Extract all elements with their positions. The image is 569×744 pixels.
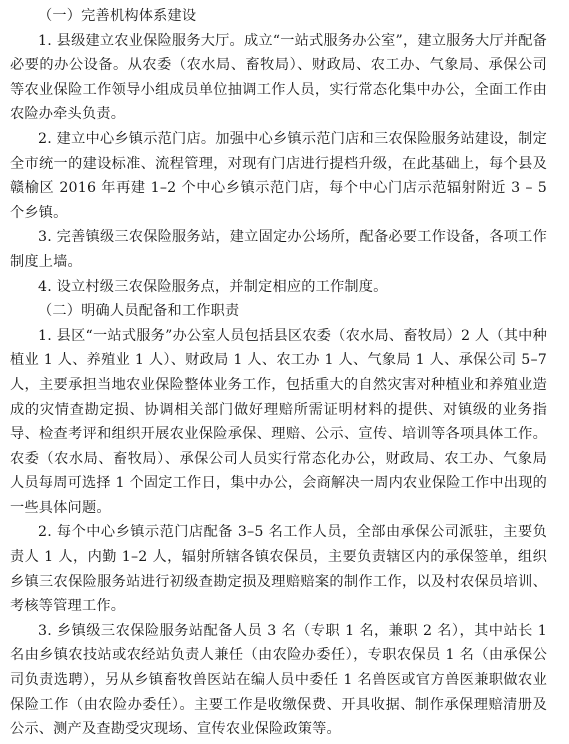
paragraph-demo-store-staff: 2. 每个中心乡镇示范门店配备 3–5 名工作人员，全部由承保公司派驻，主要负责人 1 人，内勤 1–2 人，辐射所辖各镇农保员，主要负责辖区内的承保签单，组织乡镇三农保险服务站进行初级查勘定损及理赔赔案的制作工作，以及村农保员培训、考核等管理工作。 [10,524,547,615]
paragraph-town-station-staff: 3. 乡镇级三农保险服务站配备人员 3 名（专职 1 名，兼职 2 名），其中站长 1 名由乡镇农技站或农经站负责人兼任（由农险办委任），专职农保员 1 名（由承保公司负责选聘），另从乡镇畜牧兽医站在编人员中委任 1 名兽医或官方兽医兼职做农业保险工作（由农险办委任）。主要工作是收缴保费、开具收据、制作承保理赔清册及公示、测产及查勘受灾现场、宣传农业保险政策等。 [10,622,547,738]
paragraph-demo-stores: 2. 建立中心乡镇示范门店。加强中心乡镇示范门店和三农保险服务站建设，制定全市统一的建设标准、流程管理，对现有门店进行提档升级，在此基础上，每个县及赣榆区 2016 年再建 1–2 个中心乡镇示范门店，每个中心门店示范辐射附近 3 – 5 个乡镇。 [10,130,547,221]
section-heading-organization: （一）完善机构体系建设 [38,8,197,24]
paragraph-county-office-staff: 1. 县区“一站式服务”办公室人员包括县区农委（农水局、畜牧局）2 人（其中种植业 1 人、养殖业 1 人）、财政局 1 人、农工办 1 人、气象局 1 人、承保公司 5–7 人，主要承担当地农业保险整体业务工作，包括重大的自然灾害对种植业和养殖业造成的灾情查勘定损、协调相关部门做好理赔所需证明材料的提供、对镇级的业务指导、检查考评和组织开展农业保险承保、理赔、公示、宣传、培训等各项具体工作。农委（农水局、畜牧局）、承保公司人员实行常态化办公，财政局、农工办、气象局人员每周可选择 1 个固定工作日，集中办公，会商解决一周内农业保险工作中出现的一些具体问题。 [10,327,547,516]
paragraph-county-service-hall: 1. 县级建立农业保险服务大厅。成立“一站式服务办公室”，建立服务大厅并配备必要的办公设备。从农委（农水局、畜牧局）、财政局、农工办、气象局、承保公司等农业保险工作领导小组成员单位抽调工作人员，实行常态化集中办公，全面工作由农险办牵头负责。 [10,32,547,123]
paragraph-town-service-station: 3. 完善镇级三农保险服务站，建立固定办公场所，配备必要工作设备，各项工作制度上墙。 [10,229,547,270]
paragraph-village-service-point: 4. 设立村级三农保险服务点，并制定相应的工作制度。 [38,278,388,295]
section-heading-staffing: （二）明确人员配备和工作职责 [38,303,240,320]
